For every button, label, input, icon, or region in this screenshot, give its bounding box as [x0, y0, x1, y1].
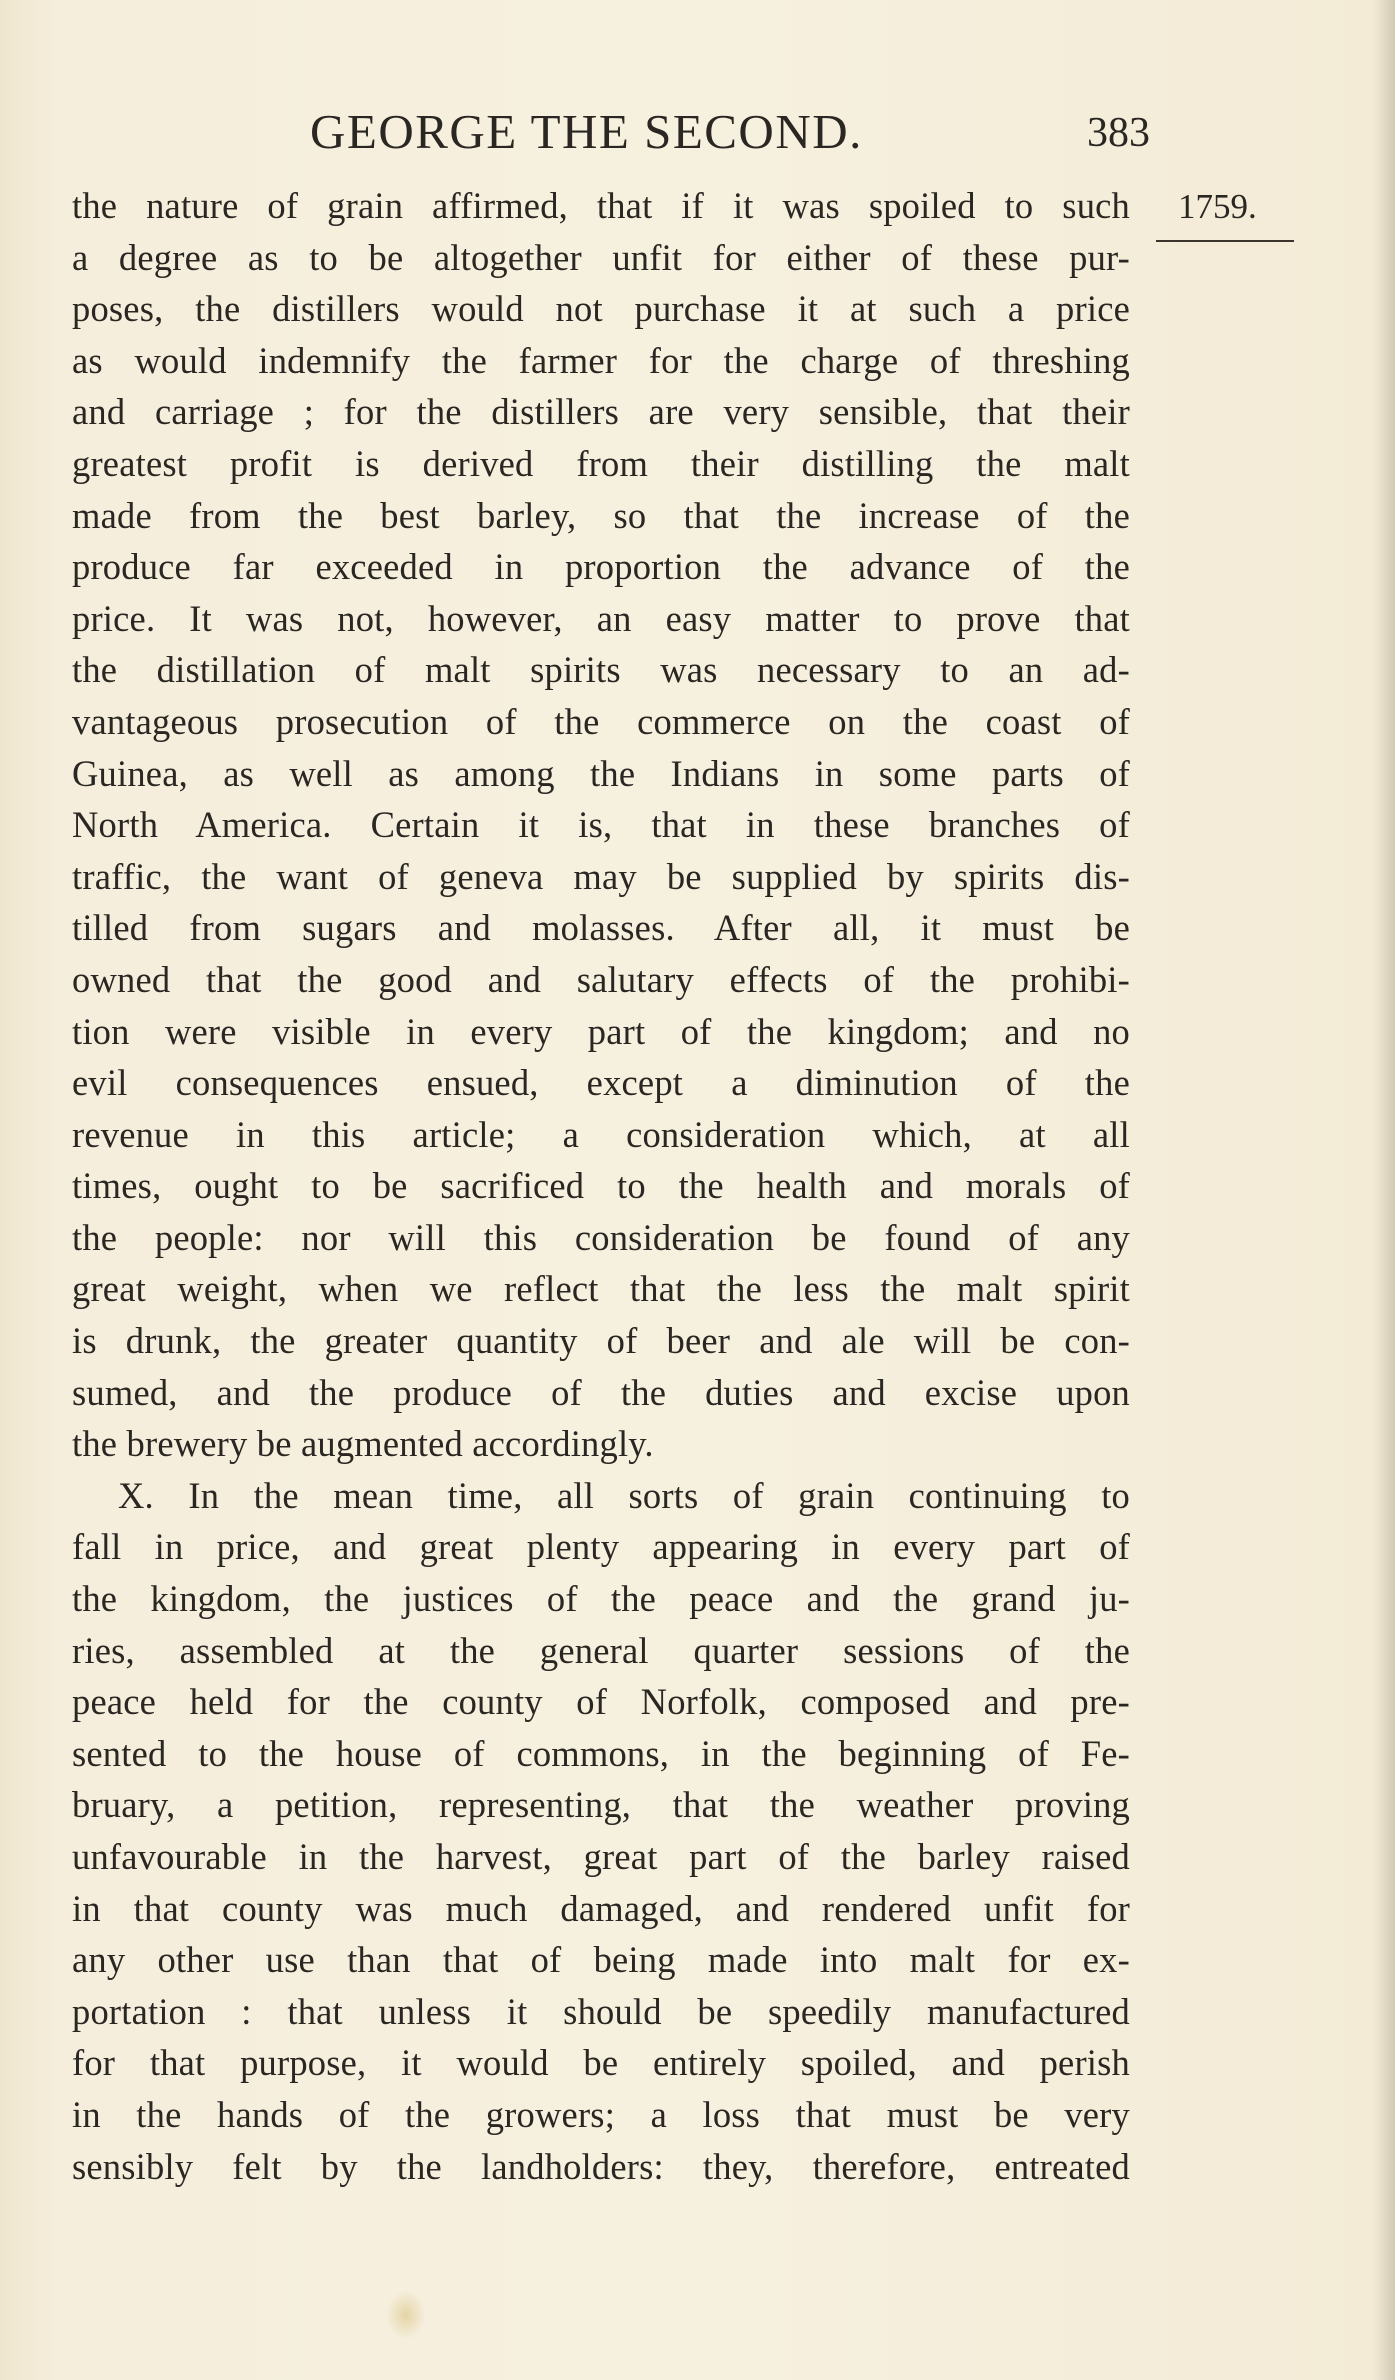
paper-stain [386, 2290, 426, 2340]
text-line: the kingdom, the justices of the peace and the grand ju- [72, 1578, 1130, 1620]
text-line: ries, assembled at the general quarter sessions of the [72, 1629, 1130, 1671]
text-line: the distillation of malt spirits was necessary to an ad- [72, 649, 1130, 691]
text-line: sented to the house of commons, in the beginning of Fe- [72, 1732, 1130, 1774]
paragraph-end-line: the brewery be augmented accordingly. [72, 1423, 654, 1465]
text-line: Guinea, as well as among the Indians in some parts of [72, 752, 1130, 794]
text-line: in that county was much damaged, and rendered unfit for [72, 1887, 1130, 1929]
running-title: GEORGE THE SECOND. [310, 104, 863, 159]
margin-note [1178, 184, 1288, 242]
page-edge-shadow [1373, 0, 1395, 2380]
text-line: is drunk, the greater quantity of beer and ale will be con- [72, 1320, 1130, 1362]
text-line: owned that the good and salutary effects of the prohibi- [72, 958, 1130, 1000]
text-line: tilled from sugars and molasses. After all, it must be [72, 907, 1130, 949]
text-line: for that purpose, it would be entirely spoiled, and perish [72, 2042, 1130, 2084]
text-line: peace held for the county of Norfolk, composed and pre- [72, 1681, 1130, 1723]
text-line: North America. Certain it is, that in these branches of [72, 804, 1130, 846]
margin-rule [1156, 240, 1294, 242]
text-line: price. It was not, however, an easy matter to prove that [72, 597, 1130, 639]
text-line: the nature of grain affirmed, that if it was spoiled to such [72, 185, 1130, 226]
text-line: produce far exceeded in proportion the advance of the [72, 546, 1130, 588]
page-header [72, 102, 1150, 162]
text-line: made from the best barley, so that the increase of the [72, 494, 1130, 536]
text-line: vantageous prosecution of the commerce on the coast of [72, 700, 1130, 742]
text-line: great weight, when we reflect that the less the malt spirit [72, 1268, 1130, 1310]
text-line: revenue in this article; a consideration which, at all [72, 1113, 1130, 1155]
text-line: any other use than that of being made into malt for ex- [72, 1939, 1130, 1981]
text-line: in the hands of the growers; a loss that must be very [72, 2093, 1130, 2135]
text-line: bruary, a petition, representing, that the weather proving [72, 1784, 1130, 1826]
text-line: as would indemnify the farmer for the charge of threshing [72, 339, 1130, 381]
text-line: evil consequences ensued, except a diminution of the [72, 1062, 1130, 1104]
text-line: traffic, the want of geneva may be supplied by spirits dis- [72, 855, 1130, 897]
text-line: poses, the distillers would not purchase it at such a price [72, 288, 1130, 330]
text-line: times, ought to be sacrificed to the health and morals of [72, 1165, 1130, 1207]
body-text [72, 180, 1130, 2192]
margin-year: 1759. [1178, 187, 1257, 226]
text-line: and carriage ; for the distillers are very sensible, that their [72, 391, 1130, 433]
text-line: fall in price, and great plenty appearing in every part of [72, 1526, 1130, 1568]
text-line: a degree as to be altogether unfit for either of these pur- [72, 236, 1130, 278]
text-line: portation : that unless it should be speedily manufactured [72, 1990, 1130, 2032]
text-line: tion were visible in every part of the kingdom; and no [72, 1010, 1130, 1052]
text-line: unfavourable in the harvest, great part of the barley raised [72, 1836, 1130, 1877]
text-line: greatest profit is derived from their distilling the malt [72, 442, 1130, 484]
text-line: the people: nor will this consideration be found of any [72, 1216, 1130, 1258]
text-line: sumed, and the produce of the duties and excise upon [72, 1371, 1130, 1413]
section-start-line: X. In the mean time, all sorts of grain continuing to [118, 1474, 1130, 1516]
text-line: sensibly felt by the landholders: they, therefore, entreated [72, 2145, 1130, 2187]
page-number: 383 [1087, 110, 1150, 156]
